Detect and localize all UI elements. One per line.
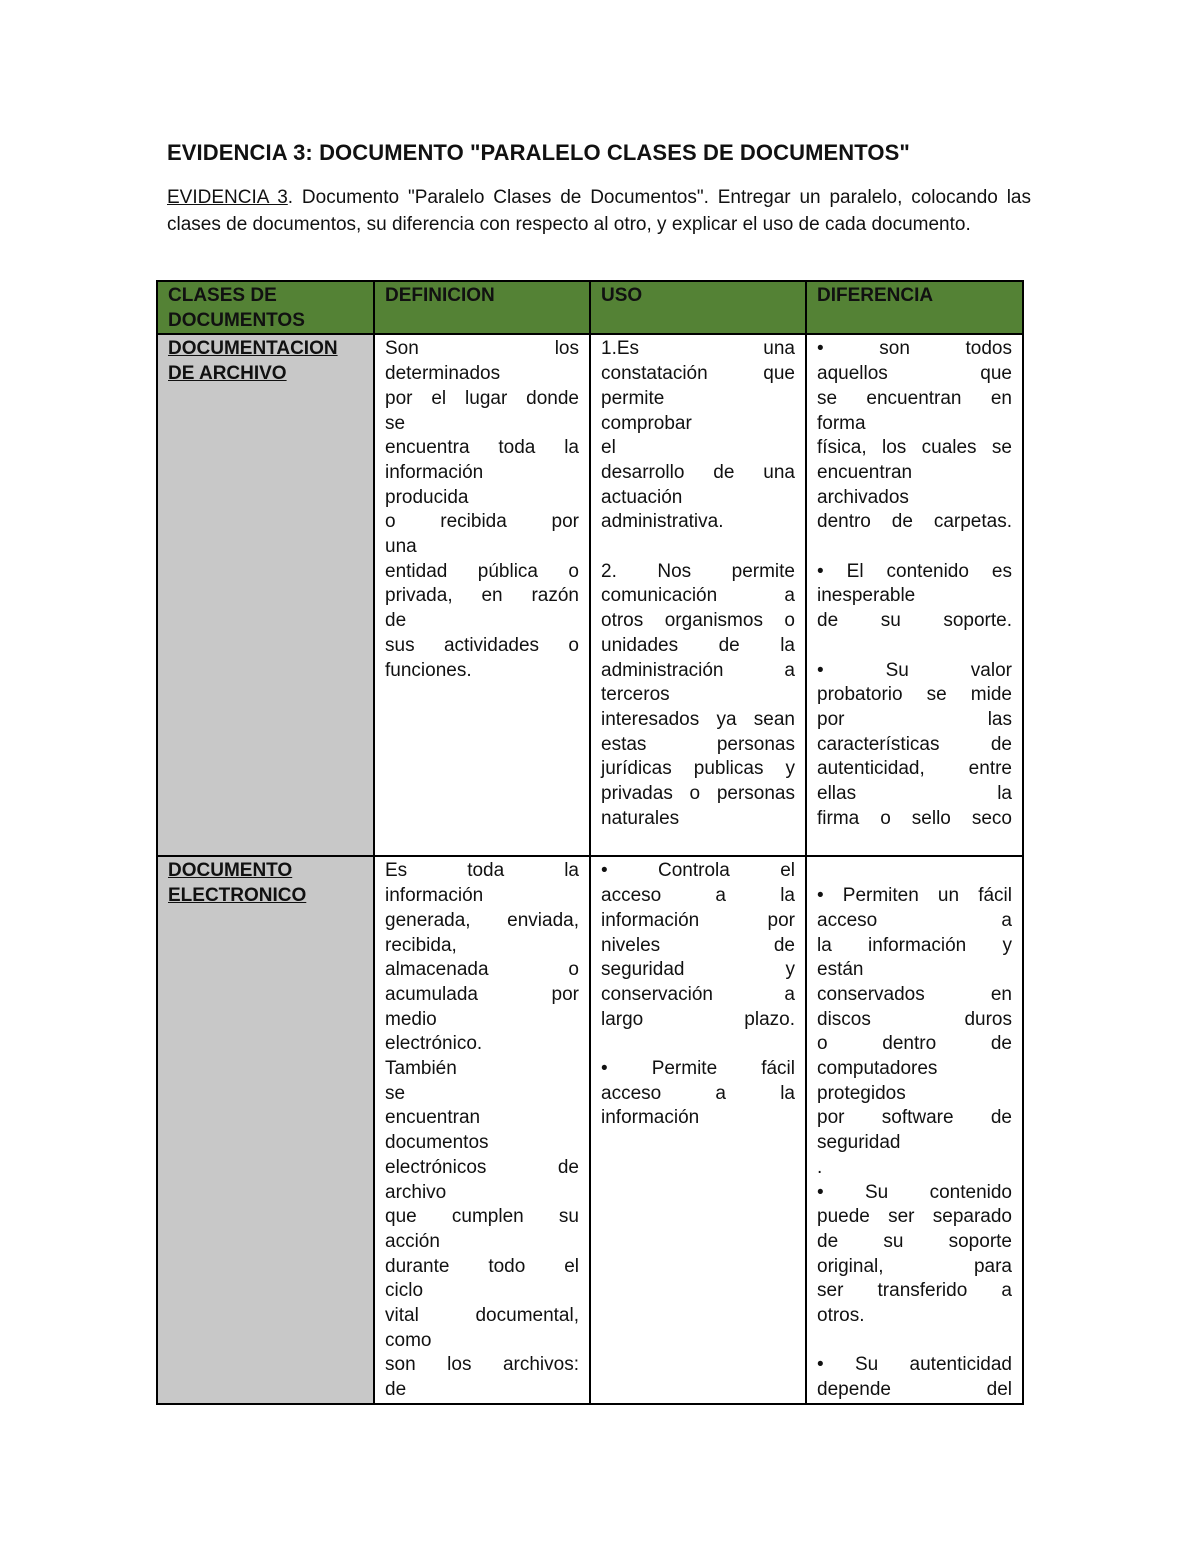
- cell-line: probatorio se mide: [817, 684, 1012, 706]
- cell-line: autenticidad, entre: [817, 758, 1012, 780]
- row-1-uso: [590, 334, 806, 856]
- cell-line: información: [385, 461, 484, 483]
- cell-line: discos duros: [817, 1008, 1012, 1030]
- cell-line: ser transferido a: [817, 1280, 1012, 1302]
- cell-line: o recibida por: [385, 511, 579, 533]
- intro-text: . Documento "Paralelo Clases de Documentos". Entregar un paralelo, colocando las clases de documentos, su diferencia con respecto al otro, y explicar el uso de cada documento.: [167, 187, 1031, 235]
- cell-line: electrónico.: [385, 1033, 483, 1055]
- cell-line: información por: [601, 909, 795, 931]
- header-clases: CLASES DE DOCUMENTOS: [157, 281, 374, 334]
- cell-line: conservados en: [817, 983, 1012, 1005]
- cell-line: largo plazo.: [601, 1008, 795, 1030]
- cell-line: niveles de: [601, 934, 795, 956]
- cell-line: encuentra toda la: [385, 437, 579, 459]
- cell-line: otros.: [817, 1305, 865, 1327]
- cell-line: por las: [817, 708, 1012, 730]
- cell-line: • Su contenido: [817, 1181, 1012, 1203]
- cell-line: [817, 634, 1012, 659]
- cell-line: Son los: [385, 338, 579, 360]
- cell-line: • Su valor: [817, 659, 1012, 681]
- cell-line: recibida,: [385, 934, 457, 956]
- cell-line: acceso a la: [601, 885, 795, 907]
- cell-line: encuentran: [817, 461, 913, 483]
- cell-line: desarrollo de una: [601, 461, 795, 483]
- cell-line: información: [601, 1107, 700, 1129]
- cell-line: otros organismos o: [601, 610, 795, 632]
- cell-line: computadores: [817, 1058, 938, 1080]
- cell-line: puede ser separado: [817, 1206, 1012, 1228]
- row-1-definicion: [374, 334, 590, 856]
- cell-line: interesados ya sean: [601, 708, 795, 730]
- cell-line: ciclo: [385, 1280, 424, 1302]
- cell-line: por software de: [817, 1107, 1012, 1129]
- cell-line: estas personas: [601, 733, 795, 755]
- cell-line: protegidos: [817, 1082, 906, 1104]
- cell-line: por el lugar donde: [385, 387, 579, 409]
- cell-line: acceso a la: [601, 1082, 795, 1104]
- cell-line: determinados: [385, 363, 501, 385]
- cell-line: aquellos que: [817, 363, 1012, 385]
- cell-line: 2. Nos permite: [601, 560, 795, 582]
- cell-line: terceros: [601, 684, 670, 706]
- cell-line: ellas la: [817, 783, 1012, 805]
- header-definicion: DEFINICION: [374, 281, 590, 334]
- cell-line: sus actividades o: [385, 634, 579, 656]
- cell-line: se: [385, 412, 406, 434]
- cell-line: administrativa.: [601, 511, 724, 533]
- cell-line: durante todo el: [385, 1255, 579, 1277]
- cell-line: funciones.: [385, 659, 472, 681]
- documents-table: [156, 280, 1024, 1405]
- cell-line: la información y: [817, 934, 1012, 956]
- cell-line: • Permiten un fácil: [817, 885, 1012, 907]
- cell-line: • son todos: [817, 338, 1012, 360]
- cell-line: .: [817, 1156, 823, 1178]
- cell-line: conservación a: [601, 983, 795, 1005]
- cell-line: forma: [817, 412, 866, 434]
- cell-line: También: [385, 1058, 457, 1080]
- cell-line: documentos: [385, 1132, 489, 1154]
- cell-line: [817, 1329, 1012, 1354]
- cell-line: características de: [817, 733, 1012, 755]
- cell-line: encuentran: [385, 1107, 481, 1129]
- cell-line: • El contenido es: [817, 560, 1012, 582]
- cell-line: naturales: [601, 807, 680, 829]
- cell-line: o dentro de: [817, 1033, 1012, 1055]
- cell-line: 1.Es una: [601, 338, 795, 360]
- cell-line: [817, 535, 1012, 560]
- row-1-diferencia: [806, 334, 1023, 856]
- row-2-diferencia: [806, 856, 1023, 1403]
- cell-line: firma o sello seco: [817, 807, 1012, 829]
- row-1-clase: DOCUMENTACION DE ARCHIVO: [157, 334, 374, 856]
- cell-line: como: [385, 1329, 432, 1351]
- cell-line: depende del: [817, 1379, 1012, 1401]
- cell-line: acceso a: [817, 909, 1012, 931]
- cell-line: [817, 859, 1012, 884]
- cell-line: dentro de carpetas.: [817, 511, 1012, 533]
- cell-line: seguridad y: [601, 959, 795, 981]
- cell-line: generada, enviada,: [385, 909, 579, 931]
- table-header-row: [157, 281, 1023, 334]
- cell-line: administración a: [601, 659, 795, 681]
- cell-line: vital documental,: [385, 1305, 579, 1327]
- cell-line: comunicación a: [601, 585, 795, 607]
- cell-line: están: [817, 959, 864, 981]
- cell-line: que cumplen su: [385, 1206, 579, 1228]
- table-row: [157, 856, 1023, 1403]
- cell-line: archivo: [385, 1181, 447, 1203]
- cell-line: jurídicas publicas y: [601, 758, 795, 780]
- cell-line: original, para: [817, 1255, 1012, 1277]
- cell-line: se: [385, 1082, 406, 1104]
- cell-line: acción: [385, 1230, 440, 1252]
- cell-line: electrónicos de: [385, 1156, 579, 1178]
- cell-line: unidades de la: [601, 634, 795, 656]
- cell-line: constatación que: [601, 363, 795, 385]
- cell-line: permite: [601, 387, 665, 409]
- cell-line: producida: [385, 486, 469, 508]
- intro-lead: EVIDENCIA 3: [167, 187, 288, 208]
- cell-line: privadas o personas: [601, 783, 795, 805]
- document-page: [167, 140, 1031, 238]
- table-row: [157, 334, 1023, 856]
- cell-line: información: [385, 885, 484, 907]
- cell-line: acumulada por: [385, 983, 579, 1005]
- cell-line: • Permite fácil: [601, 1058, 795, 1080]
- cell-line: almacenada o: [385, 959, 579, 981]
- cell-line: se encuentran en: [817, 387, 1012, 409]
- row-2-uso: [590, 856, 806, 1403]
- intro-paragraph: [167, 184, 1031, 238]
- header-uso: USO: [590, 281, 806, 334]
- cell-line: de: [385, 1379, 407, 1401]
- cell-line: de su soporte: [817, 1230, 1012, 1252]
- cell-line: archivados: [817, 486, 909, 508]
- cell-line: medio: [385, 1008, 437, 1030]
- row-2-definicion: [374, 856, 590, 1403]
- cell-line: de: [385, 610, 407, 632]
- cell-line: [601, 1032, 795, 1057]
- cell-line: [601, 535, 795, 560]
- cell-line: Es toda la: [385, 860, 579, 882]
- cell-line: el: [601, 437, 616, 459]
- cell-line: de su soporte.: [817, 610, 1012, 632]
- cell-line: son los archivos:: [385, 1354, 579, 1376]
- cell-line: seguridad: [817, 1132, 901, 1154]
- cell-line: • Controla el: [601, 860, 795, 882]
- cell-line: comprobar: [601, 412, 692, 434]
- cell-line: actuación: [601, 486, 683, 508]
- cell-line: privada, en razón: [385, 585, 579, 607]
- document-title: EVIDENCIA 3: DOCUMENTO "PARALELO CLASES DE DOCUMENTOS": [167, 140, 910, 165]
- header-diferencia: DIFERENCIA: [806, 281, 1023, 334]
- cell-line: una: [385, 536, 417, 558]
- cell-line: • Su autenticidad: [817, 1354, 1012, 1376]
- row-2-clase: DOCUMENTO ELECTRONICO: [157, 856, 374, 1403]
- cell-line: física, los cuales se: [817, 437, 1012, 459]
- cell-line: inesperable: [817, 585, 916, 607]
- cell-line: entidad pública o: [385, 560, 579, 582]
